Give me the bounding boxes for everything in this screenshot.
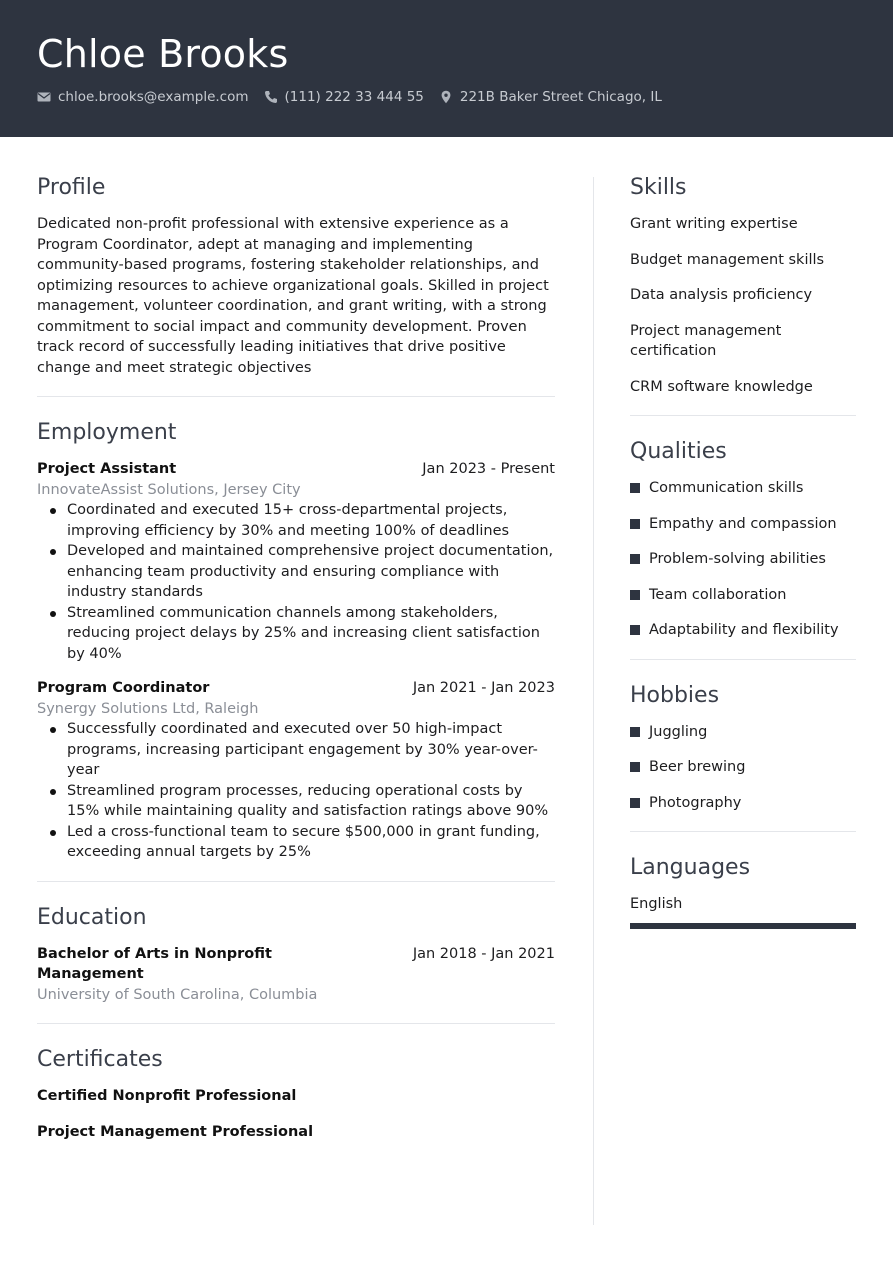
skill-item: Project management certification (630, 322, 782, 359)
job-bullets (37, 719, 555, 863)
skill-item: Budget management skills (630, 251, 825, 268)
hobby-item: Photography (630, 793, 856, 814)
profile-section (37, 174, 555, 397)
hobbies-section (630, 682, 856, 833)
job-bullets (37, 500, 555, 664)
languages-section (630, 854, 856, 929)
section-title-hobbies: Hobbies (630, 682, 720, 708)
employment-section (37, 419, 555, 882)
section-title-skills: Skills (630, 175, 687, 200)
quality-item: Adaptability and flexibility (630, 620, 856, 641)
certificate-item: Certified Nonprofit Professional (37, 1088, 297, 1104)
quality-item: Empathy and compassion (630, 514, 856, 535)
section-divider (630, 831, 856, 832)
job-bullet: Developed and maintained comprehensive project documentation, enhancing team productivity and ensuring compliance with industry standards (37, 541, 555, 603)
language-level-bar (630, 923, 856, 929)
phone-icon (264, 90, 278, 104)
section-title-profile: Profile (37, 175, 106, 200)
contact-phone[interactable] (264, 89, 424, 105)
column-divider (593, 177, 594, 1225)
job-company: InnovateAssist Solutions, Jersey City (37, 481, 301, 498)
map-pin-icon (439, 90, 453, 104)
skill-item: Data analysis proficiency (630, 287, 813, 303)
education-date: Jan 2018 - Jan 2021 (412, 945, 555, 962)
contact-email[interactable] (37, 89, 249, 105)
language-level-fill (630, 923, 856, 929)
quality-item: Problem-solving abilities (630, 549, 856, 570)
job-date: Jan 2021 - Jan 2023 (412, 680, 555, 696)
square-bullet-icon (630, 727, 640, 737)
square-bullet-icon (630, 519, 640, 529)
job-bullet: Led a cross-functional team to secure $500,000 in grant funding, exceeding annual targets by 25% (37, 822, 555, 863)
job-bullet: Coordinated and executed 15+ cross-departmental projects, improving efficiency by 30% and meeting 100% of deadlines (37, 500, 555, 541)
job-title: Program Coordinator (37, 680, 210, 696)
resume-header (0, 0, 893, 137)
square-bullet-icon (630, 762, 640, 772)
qualities-section (630, 438, 856, 660)
section-divider (630, 415, 856, 416)
job-date: Jan 2023 - Present (422, 461, 555, 477)
section-divider (37, 881, 555, 882)
job-entry (37, 678, 555, 863)
section-title-qualities: Qualities (630, 439, 727, 464)
phone-text: (111) 222 33 444 55 (284, 89, 424, 105)
job-entry (37, 459, 555, 664)
section-divider (630, 659, 856, 660)
quality-item: Communication skills (630, 478, 856, 499)
square-bullet-icon (630, 590, 640, 600)
job-bullet: Streamlined program processes, reducing operational costs by 15% while maintaining quality and satisfaction ratings above 90% (37, 781, 555, 822)
square-bullet-icon (630, 483, 640, 493)
address-text: 221B Baker Street Chicago, IL (459, 89, 662, 105)
quality-item: Team collaboration (630, 585, 856, 606)
certificate-item: Project Management Professional (37, 1123, 314, 1140)
square-bullet-icon (630, 554, 640, 564)
section-title-employment: Employment (37, 420, 177, 445)
education-entry (37, 944, 555, 1006)
section-divider (37, 1023, 555, 1024)
email-text: chloe.brooks@example.com (58, 89, 249, 105)
skills-section (630, 174, 856, 416)
contact-info (37, 89, 677, 105)
square-bullet-icon (630, 625, 640, 635)
candidate-name: Chloe Brooks (37, 32, 289, 76)
section-divider (37, 396, 555, 397)
hobby-item: Juggling (630, 722, 856, 743)
main-column (37, 174, 555, 1157)
job-company: Synergy Solutions Ltd, Raleigh (37, 700, 259, 717)
profile-text: Dedicated non-profit professional with extensive experience as a Program Coordinator, adept at managing and implementing community-based programs, fostering stakeholder relationships, and optimizing resources to achieve organizational goals. Skilled in project management, volunteer coordination, and grant writing, with a strong commitment to social impact and community development. Proven track record of successfully leading initiatives that drive positive change and meet strategic objectives (37, 216, 549, 376)
envelope-icon (37, 90, 51, 104)
job-bullet: Successfully coordinated and executed over 50 high-impact programs, increasing participant engagement by 30% year-over-year (37, 719, 555, 781)
job-bullet: Streamlined communication channels among stakeholders, reducing project delays by 25% and increasing client satisfaction by 40% (37, 603, 555, 665)
section-title-languages: Languages (630, 855, 751, 880)
school-name: University of South Carolina, Columbia (37, 986, 318, 1003)
section-title-education: Education (37, 904, 147, 930)
language-name: English (630, 896, 683, 912)
side-column (630, 174, 856, 929)
hobby-item: Beer brewing (630, 757, 856, 778)
section-title-certificates: Certificates (37, 1047, 163, 1072)
skill-item: Grant writing expertise (630, 216, 798, 232)
contact-address (439, 89, 662, 105)
square-bullet-icon (630, 798, 640, 808)
education-section (37, 904, 555, 1025)
degree-title: Bachelor of Arts in Nonprofit Management (37, 945, 272, 982)
certificates-section (37, 1046, 555, 1142)
job-title: Project Assistant (37, 461, 177, 477)
skill-item: CRM software knowledge (630, 378, 813, 395)
